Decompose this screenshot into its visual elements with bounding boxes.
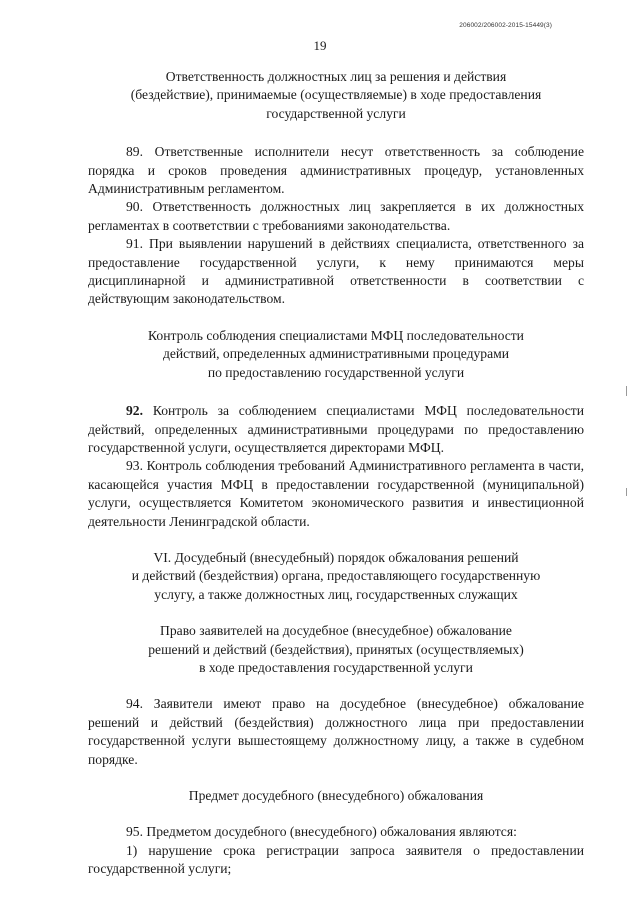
paragraph-92 — [88, 402, 584, 457]
paragraph-89: 89. Ответственные исполнители несут ответственность за соблюдение порядка и сроков проведения административных процедур, установленных Административным регламентом. — [88, 144, 584, 197]
heading-officials-responsibility — [88, 68, 584, 123]
paragraph-95: 95. Предметом досудебного (внесудебного) обжалования являются: — [126, 824, 517, 840]
paragraph-91: 91. При выявлении нарушений в действиях специалиста, ответственного за предоставление государственной услуги, к нему принимаются меры дисциплинарной и административной ответственности в соответствии с действующим законодательством. — [88, 236, 584, 307]
heading-line: решений и действий (бездействия), принятых (осуществляемых) — [148, 641, 524, 657]
paragraph-90: 90. Ответственность должностных лиц закрепляется в их должностных регламентах в соответствии с требованиями законодательства. — [88, 199, 584, 233]
scan-margin-mark — [626, 386, 627, 396]
paragraph-92-number: 92. — [126, 403, 143, 419]
heading-line: Контроль соблюдения специалистами МФЦ последовательности — [148, 327, 524, 343]
heading-appeal-subject — [88, 787, 584, 805]
paragraph-92-text: Контроль за соблюдением специалистами МФЦ последовательности действий, определенных административными процедурами по предоставлению государственной услуги, осуществляется директорами МФЦ. — [88, 403, 584, 455]
document-body — [88, 68, 584, 879]
document-registration-code: 206002/206002-2015-15449(3) — [459, 22, 552, 29]
paragraph-94: 94. Заявители имеют право на досудебное (внесудебное) обжалование решений и действий (бездействия) должностного лица при предоставлении государственной услуги вышестоящему должностному лицу, а также в судебном порядке. — [88, 696, 584, 767]
heading-section-vi — [88, 549, 584, 604]
heading-appeal-right — [88, 622, 584, 677]
heading-line: услугу, а также должностных лиц, государственных служащих — [154, 586, 518, 602]
heading-line: по предоставлению государственной услуги — [207, 364, 465, 380]
paragraph-95-item-1: 1) нарушение срока регистрации запроса заявителя о предоставлении государственной услуги; — [88, 842, 584, 877]
heading-line: Предмет досудебного (внесудебного) обжалования — [188, 788, 484, 803]
heading-line: и действий (бездействия) органа, предоставляющего государственную — [131, 568, 541, 584]
heading-line: государственной услуги — [266, 105, 406, 121]
page-number: 19 — [313, 38, 327, 53]
heading-line: в ходе предоставления государственной услуги — [199, 659, 473, 675]
heading-mfc-control — [88, 327, 584, 382]
heading-line: Право заявителей на досудебное (внесудебное) обжалование — [160, 623, 512, 639]
scan-margin-mark — [626, 488, 627, 496]
paragraph-93: 93. Контроль соблюдения требований Административного регламента в части, касающейся участия МФЦ в предоставлении государственной (муниципальной) услуги, осуществляется Комитетом экономического развития и инвестиционной деятельности Ленинградской области. — [88, 458, 584, 529]
heading-line: VI. Досудебный (внесудебный) порядок обжалования решений — [153, 549, 519, 565]
heading-line: действий, определенных административными процедурами — [162, 346, 510, 362]
heading-line: (бездействие), принимаемые (осуществляемые) в ходе предоставления — [130, 87, 542, 103]
heading-line: Ответственность должностных лиц за решения и действия — [165, 69, 507, 84]
